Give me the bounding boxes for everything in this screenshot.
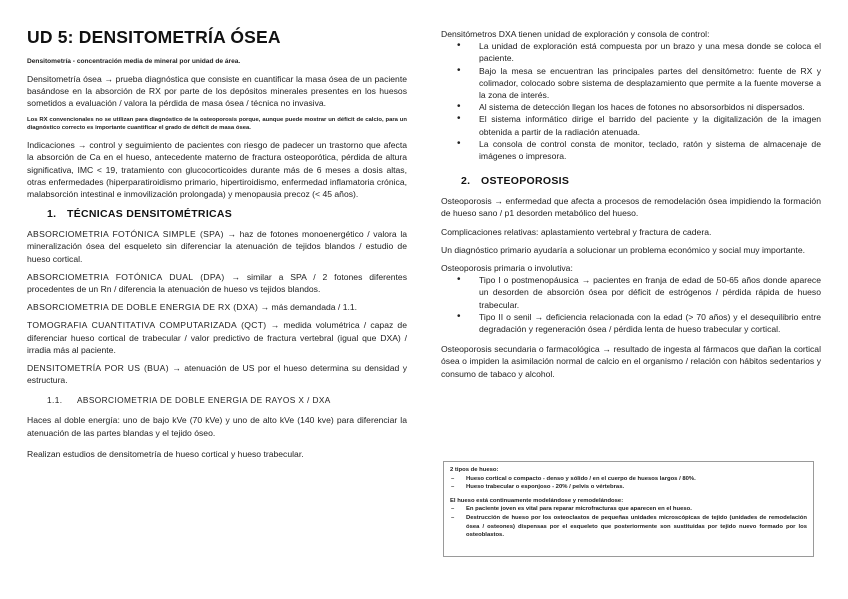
dxa-label: ABSORCIOMETRIA DE DOBLE ENERGIA DE RX (DXA) [27,302,259,313]
list-item: • La consola de control consta de monitor, teclado, ratón y sistema de almacenaje de imágenes o impresora. [441,138,821,162]
list-item: • Tipo II o senil → deficiencia relacionada con la edad (> 70 años) y el desequilibrio entre degradación y regeneración ósea / pérdida lenta de hueso trabecular y cortical. [441,311,821,335]
osteoporosis-definition: Osteoporosis → enfermedad que afecta a procesos de remodelación ósea impidiendo la formación de hueso sano / p1 desorden metabólico del hueso. [441,196,821,219]
secondary-osteoporosis-paragraph: Osteoporosis secundaria o farmacológica → resultado de ingesta al fármacos que dañan la cortical ósea o impiden la asimilación normal de calcio en el organismo / relación con hábitos sedentarios y consumo de tabaco y alcohol. [441,344,821,379]
spa-paragraph [27,228,407,265]
remodeling-list [450,505,807,539]
right-column [441,0,821,380]
section-2-heading [441,175,821,187]
list-item: – Hueso trabecular o esponjoso - 20% / pelvis o vértebras. [450,483,807,492]
complications-paragraph: Complicaciones relativas: aplastamiento vertebral y fractura de cadera. [441,226,712,237]
section-1-number: 1. [47,208,57,221]
bua-paragraph [27,362,407,386]
section-1-title: TÉCNICAS DENSITOMÉTRICAS [67,208,233,221]
list-item: • El sistema informático dirige el barrido del paciente y la digitalización de la imagen obtenida a partir de la radiación atenuada. [441,113,821,137]
indications-paragraph: Indicaciones → control y seguimiento de pacientes con riesgo de padecer un trastorno que afecta la absorción de Ca en el hueso, antecedente materno de fractura osteoporótica, pérdida de altura significativa, IMC < 19, tratamiento con glucocorticoides durante más de 6 meses a dosis altas, otras enfermedades (hiperparatiroidismo primario, hipertiroidismo, enfermedad inflamatoria crónica, malabsorción intestinal e inmovilización prolongada) y menopausia precoz (< 45 años). [27,140,407,200]
page-title: UD 5: DENSITOMETRÍA ÓSEA [27,27,281,47]
left-column [27,0,407,460]
list-item: • Bajo la mesa se encuentran las principales partes del densitómetro: fuente de RX y colimador, colocado sobre sistema de desplazamiento que permite a la fuente moverse a la zona de interés. [441,65,821,102]
definition-paragraph: Densitometría ósea → prueba diagnóstica que consiste en cuantificar la masa ósea de un paciente basándose en la absorción de RX por parte de los depósitos minerales presentes en los huesos sometidos a evaluación / valora la pérdida de masa ósea / técnica no invasiva. [27,74,407,109]
list-item: – Hueso cortical o compacto - denso y sólido / en el cuerpo de huesos largos / 80%. [450,475,807,484]
bua-text: → atenuación de US por el hueso determina su densidad y estructura. [27,363,407,386]
section-1-heading [27,208,407,220]
section-2-number: 2. [461,175,471,188]
dxa-intro: Densitómetros DXA tienen unidad de exploración y consola de control: [441,29,710,39]
list-item: – En paciente joven es vital para reparar microfracturas que aparecen en el hueso. [450,505,807,514]
dxa-components-list [441,40,821,162]
densitometry-subtitle: Densitometría - concentración media de mineral por unidad de área. [27,58,241,65]
remodeling-title: El hueso está continuamente modelándose y remodelándose: [450,497,624,504]
dual-energy-paragraph: Haces al doble energía: uno de bajo kVe (70 kVe) y uno de alto kVe (140 kve) para diferenciar la atenuación de las partes blandas y el tejido óseo. [27,415,407,438]
list-item: • Al sistema de detección llegan los haces de fotones no absorsorbidos ni dispersados. [441,101,821,113]
qct-text: → medida volumétrica / capaz de diferenciar hueso cortical de trabecular / valor predictivo de fractura vertebral (igual que DXA) / irradia más al paciente. [27,320,407,355]
rx-note: Los RX convencionales no se utilizan para diagnóstico de la osteoporosis porque, aunque puede mostrar un déficit de calcio, para un diagnóstico correcto es importante cuantificar el grado de déficit de masa ósea. [27,116,407,131]
spa-text: → haz de fotones monoenergético / valora la mineralización ósea del esqueleto sin diferenciar la atenuación de tejidos blandos / estudio de hueso cortical. [27,229,408,264]
dxa-text: → más demandada / 1.1. [258,302,358,313]
bone-types-list [450,475,807,492]
spa-label: ABSORCIOMETRIA FOTÓNICA SIMPLE (SPA) [27,229,224,240]
list-item: – Destrucción de hueso por los osteoclastos de pequeñas unidades microscópicas de tejido (unidades de remodelación ósea / osteones) dispensas por el esqueleto que posteriormente son sustituidas por tejido nuevo formado por los osteoblastos. [450,514,807,540]
early-diagnosis-paragraph: Un diagnóstico primario ayudaría a solucionar un problema económico y social muy importante. [441,244,805,255]
bua-label: DENSITOMETRÍA POR US (BUA) [27,363,169,374]
section-2-title: OSTEOPOROSIS [481,175,570,188]
subsection-1-1-title: ABSORCIOMETRIA DE DOBLE ENERGIA DE RAYOS X / DXA [77,395,331,406]
dpa-label: ABSORCIOMETRIA FOTÓNICA DUAL (DPA) [27,271,225,282]
list-item: • La unidad de exploración está compuesta por un brazo y una mesa donde se coloca el paciente. [441,40,821,64]
dpa-text: → similar a SPA / 2 fotones diferentes procedentes de un Rn / diferencia la atenuación de hueso vs tejidos blandos. [27,271,407,295]
bone-info-box [443,461,814,557]
subsection-1-1-heading [27,395,407,405]
dpa-paragraph [27,271,407,295]
qct-paragraph [27,319,407,356]
qct-label: TOMOGRAFIA CUANTITATIVA COMPUTARIZADA (QCT) [27,320,267,331]
list-item: • Tipo I o postmenopáusica → pacientes en franja de edad de 50-65 años donde aparece un desorden de absorción ósea por déficit de estrógenos / pérdida rápida de hueso trabecular. [441,274,821,311]
subsection-1-1-number: 1.1. [47,395,63,406]
dxa-paragraph [27,301,407,313]
primary-types-list [441,274,821,335]
primary-osteoporosis-intro: Osteoporosis primaria o involutiva: [441,263,573,274]
studies-paragraph: Realizan estudios de densitometría de hueso cortical y hueso trabecular. [27,448,304,459]
bone-types-title: 2 tipos de hueso: [450,467,499,473]
